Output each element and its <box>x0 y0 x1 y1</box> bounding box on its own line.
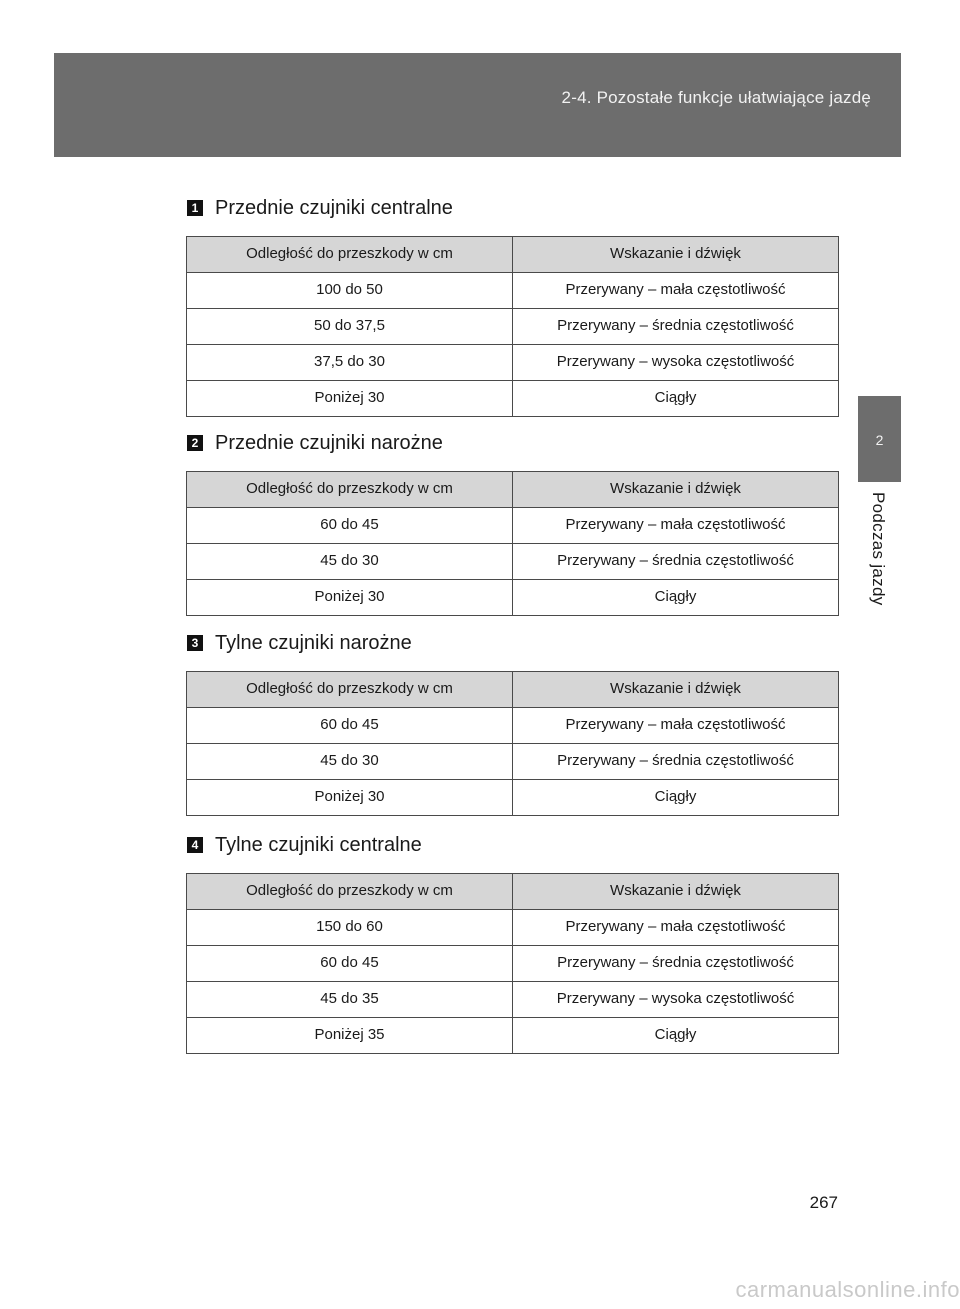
cell-indication: Przerywany – mała częstotliwość <box>513 708 839 744</box>
cell-distance: 60 do 45 <box>187 708 513 744</box>
cell-distance: Poniżej 30 <box>187 381 513 417</box>
table-row <box>187 982 839 1018</box>
cell-indication: Ciągły <box>513 580 839 616</box>
cell-distance: 100 do 50 <box>187 273 513 309</box>
section-title <box>186 431 838 455</box>
table-row <box>187 1018 839 1054</box>
side-tab-label: Podczas jazdy <box>869 492 888 606</box>
cell-distance: 50 do 37,5 <box>187 309 513 345</box>
cell-indication: Przerywany – wysoka częstotliwość <box>513 345 839 381</box>
table-row <box>187 744 839 780</box>
cell-indication: Przerywany – średnia częstotliwość <box>513 544 839 580</box>
table-header-row <box>187 237 839 273</box>
header-band <box>54 53 901 157</box>
table-row <box>187 381 839 417</box>
section-rear-center <box>186 833 838 1043</box>
section-title-text: Przednie czujniki centralne <box>215 196 453 219</box>
header-indication: Wskazanie i dźwięk <box>513 237 839 273</box>
cell-distance: Poniżej 35 <box>187 1018 513 1054</box>
cell-indication: Przerywany – średnia częstotliwość <box>513 744 839 780</box>
cell-indication: Ciągły <box>513 381 839 417</box>
section-number-badge: 3 <box>187 635 203 651</box>
distance-table <box>186 471 839 616</box>
table-header-row <box>187 672 839 708</box>
header-indication: Wskazanie i dźwięk <box>513 874 839 910</box>
cell-distance: 37,5 do 30 <box>187 345 513 381</box>
cell-indication: Przerywany – mała częstotliwość <box>513 508 839 544</box>
section-title <box>186 196 838 220</box>
section-rear-corner <box>186 631 838 805</box>
table-row <box>187 780 839 816</box>
distance-table <box>186 236 839 417</box>
header-distance: Odległość do przeszkody w cm <box>187 237 513 273</box>
cell-indication: Przerywany – mała częstotliwość <box>513 273 839 309</box>
table-row <box>187 345 839 381</box>
cell-distance: Poniżej 30 <box>187 580 513 616</box>
cell-distance: 45 do 30 <box>187 544 513 580</box>
cell-distance: Poniżej 30 <box>187 780 513 816</box>
table-row <box>187 708 839 744</box>
header-distance: Odległość do przeszkody w cm <box>187 874 513 910</box>
table-row <box>187 910 839 946</box>
table-row <box>187 508 839 544</box>
cell-indication: Przerywany – średnia częstotliwość <box>513 309 839 345</box>
cell-indication: Przerywany – wysoka częstotliwość <box>513 982 839 1018</box>
cell-distance: 45 do 30 <box>187 744 513 780</box>
cell-indication: Przerywany – mała częstotliwość <box>513 910 839 946</box>
cell-distance: 60 do 45 <box>187 946 513 982</box>
distance-table <box>186 873 839 1054</box>
chapter-title: 2-4. Pozostałe funkcje ułatwiające jazdę <box>561 88 871 107</box>
header-distance: Odległość do przeszkody w cm <box>187 672 513 708</box>
section-number-badge: 1 <box>187 200 203 216</box>
cell-indication: Ciągły <box>513 780 839 816</box>
table-row <box>187 544 839 580</box>
cell-distance: 45 do 35 <box>187 982 513 1018</box>
header-distance: Odległość do przeszkody w cm <box>187 472 513 508</box>
table-header-row <box>187 472 839 508</box>
section-number-badge: 4 <box>187 837 203 853</box>
side-tab <box>858 396 901 482</box>
side-tab-number: 2 <box>875 432 884 448</box>
table-row <box>187 946 839 982</box>
distance-table <box>186 671 839 816</box>
cell-distance: 150 do 60 <box>187 910 513 946</box>
section-title <box>186 631 838 655</box>
table-header-row <box>187 874 839 910</box>
header-indication: Wskazanie i dźwięk <box>513 672 839 708</box>
watermark: carmanualsonline.info <box>735 1277 960 1302</box>
section-front-center <box>186 196 838 406</box>
section-title-text: Tylne czujniki narożne <box>215 631 412 654</box>
table-row <box>187 580 839 616</box>
section-title-text: Przednie czujniki narożne <box>215 431 443 454</box>
page-number: 267 <box>809 1193 838 1212</box>
header-indication: Wskazanie i dźwięk <box>513 472 839 508</box>
section-front-corner <box>186 431 838 605</box>
cell-indication: Przerywany – średnia częstotliwość <box>513 946 839 982</box>
cell-distance: 60 do 45 <box>187 508 513 544</box>
section-title-text: Tylne czujniki centralne <box>215 833 422 856</box>
section-title <box>186 833 838 857</box>
cell-indication: Ciągły <box>513 1018 839 1054</box>
table-row <box>187 273 839 309</box>
section-number-badge: 2 <box>187 435 203 451</box>
table-row <box>187 309 839 345</box>
